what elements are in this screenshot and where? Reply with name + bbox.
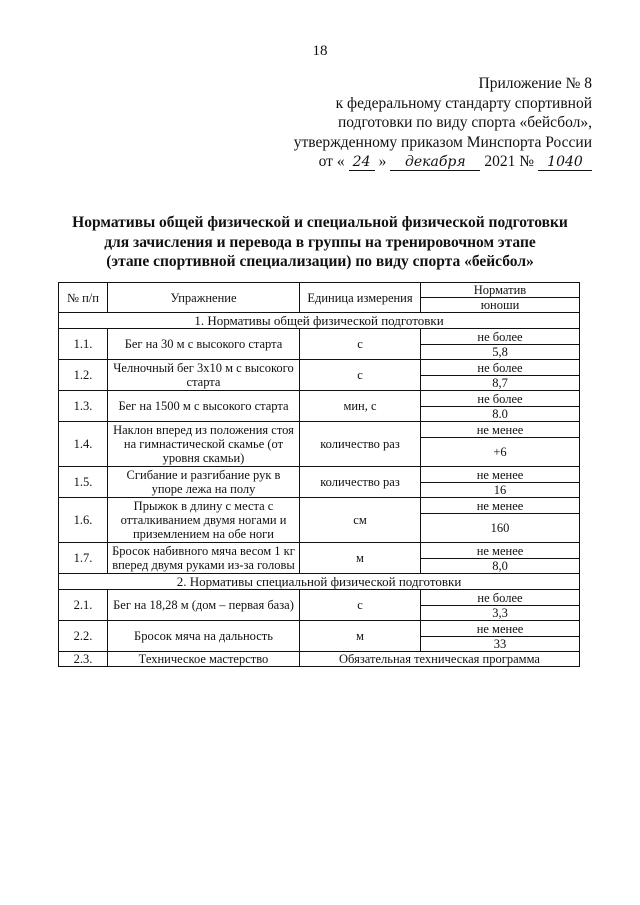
row-exercise: Бросок набивного мяча весом 1 кг вперед двумя руками из-за головы xyxy=(108,543,300,574)
table-row xyxy=(59,360,580,376)
row-norm-value: 16 xyxy=(421,483,580,498)
row-unit: м xyxy=(300,621,421,652)
appendix-header xyxy=(252,74,592,172)
row-unit: м xyxy=(300,543,421,574)
row-norm-value: +6 xyxy=(421,438,580,467)
row-norm-label: не более xyxy=(421,590,580,606)
row-unit: количество раз xyxy=(300,467,421,498)
row-exercise: Наклон вперед из положения стоя на гимнастической скамье (от уровня скамьи) xyxy=(108,422,300,467)
table-row xyxy=(59,498,580,514)
row-unit: количество раз xyxy=(300,422,421,467)
row-norm-label: не менее xyxy=(421,467,580,483)
row-exercise: Прыжок в длину с места с отталкиванием двумя ногами и приземлением на обе ноги xyxy=(108,498,300,543)
row-exercise: Бег на 1500 м с высокого старта xyxy=(108,391,300,422)
row-exercise: Бросок мяча на дальность xyxy=(108,621,300,652)
table-row xyxy=(59,329,580,345)
date-mid: » xyxy=(378,153,387,170)
header-unit: Единица измерения xyxy=(300,283,421,313)
row-norm-label: не менее xyxy=(421,498,580,514)
row-num: 2.3. xyxy=(59,652,108,667)
row-norm-label: не более xyxy=(421,360,580,376)
date-month: декабря xyxy=(390,154,480,171)
row-norm-value: 160 xyxy=(421,514,580,543)
page-number: 18 xyxy=(312,43,328,59)
row-norm-label: не менее xyxy=(421,543,580,559)
table-row xyxy=(59,422,580,438)
appendix-line: к федеральному стандарту спортивной xyxy=(335,94,592,112)
header-norm: Норматив xyxy=(421,283,580,298)
header-num: № п/п xyxy=(59,283,108,313)
section-row xyxy=(59,574,580,590)
row-unit: с xyxy=(300,360,421,391)
row-norm-label: не менее xyxy=(421,621,580,637)
appendix-line: утвержденному приказом Минспорта России xyxy=(293,133,592,151)
row-unit: мин, с xyxy=(300,391,421,422)
row-num: 1.6. xyxy=(59,498,108,543)
row-num: 1.3. xyxy=(59,391,108,422)
row-exercise: Челночный бег 3х10 м с высокого старта xyxy=(108,360,300,391)
row-unit: см xyxy=(300,498,421,543)
table-row xyxy=(59,652,580,667)
order-date-line xyxy=(252,152,592,172)
row-exercise: Техническое мастерство xyxy=(108,652,300,667)
section-title: 2. Нормативы специальной физической подготовки xyxy=(59,574,580,590)
title-line: (этапе спортивной специализации) по виду спорта «бейсбол» xyxy=(106,253,534,270)
row-exercise: Сгибание и разгибание рук в упоре лежа на полу xyxy=(108,467,300,498)
date-day: 24 xyxy=(349,154,375,171)
header-group: юноши xyxy=(421,298,580,313)
row-num: 1.5. xyxy=(59,467,108,498)
table-row xyxy=(59,621,580,637)
row-norm-value: 5,8 xyxy=(421,345,580,360)
row-norm-label: не более xyxy=(421,329,580,345)
row-norm-value: 8,0 xyxy=(421,559,580,574)
row-norm-label: не более xyxy=(421,391,580,407)
row-num: 1.7. xyxy=(59,543,108,574)
row-norm-value: 8,7 xyxy=(421,376,580,391)
title-line: для зачисления и перевода в группы на тренировочном этапе xyxy=(104,233,536,251)
table-header-row xyxy=(59,283,580,298)
row-num: 1.1. xyxy=(59,329,108,360)
table-row xyxy=(59,590,580,606)
row-num: 1.2. xyxy=(59,360,108,391)
row-unit: с xyxy=(300,590,421,621)
order-number: 1040 xyxy=(538,154,592,171)
row-num: 1.4. xyxy=(59,422,108,467)
row-unit: с xyxy=(300,329,421,360)
section-row xyxy=(59,313,580,329)
appendix-line: подготовки по виду спорта «бейсбол», xyxy=(337,114,592,131)
header-exercise: Упражнение xyxy=(108,283,300,313)
date-year: 2021 № xyxy=(484,153,534,170)
row-num: 2.1. xyxy=(59,590,108,621)
norms-table xyxy=(58,282,580,667)
row-norm-value: 3,3 xyxy=(421,606,580,621)
table-row xyxy=(59,467,580,483)
row-norm-label: не менее xyxy=(421,422,580,438)
title-line: Нормативы общей физической и специальной физической подготовки xyxy=(72,214,568,231)
row-exercise: Бег на 30 м с высокого старта xyxy=(108,329,300,360)
row-exercise: Бег на 18,28 м (дом – первая база) xyxy=(108,590,300,621)
section-title: 1. Нормативы общей физической подготовки xyxy=(59,313,580,329)
appendix-title: Приложение № 8 xyxy=(478,75,592,92)
date-prefix: от « xyxy=(318,153,345,170)
row-norm-value: 8.0 xyxy=(421,407,580,422)
document-title xyxy=(40,213,600,272)
row-norm-value: 33 xyxy=(421,637,580,652)
table-row xyxy=(59,543,580,559)
table-row xyxy=(59,391,580,407)
row-num: 2.2. xyxy=(59,621,108,652)
row-program: Обязательная техническая программа xyxy=(300,652,580,667)
